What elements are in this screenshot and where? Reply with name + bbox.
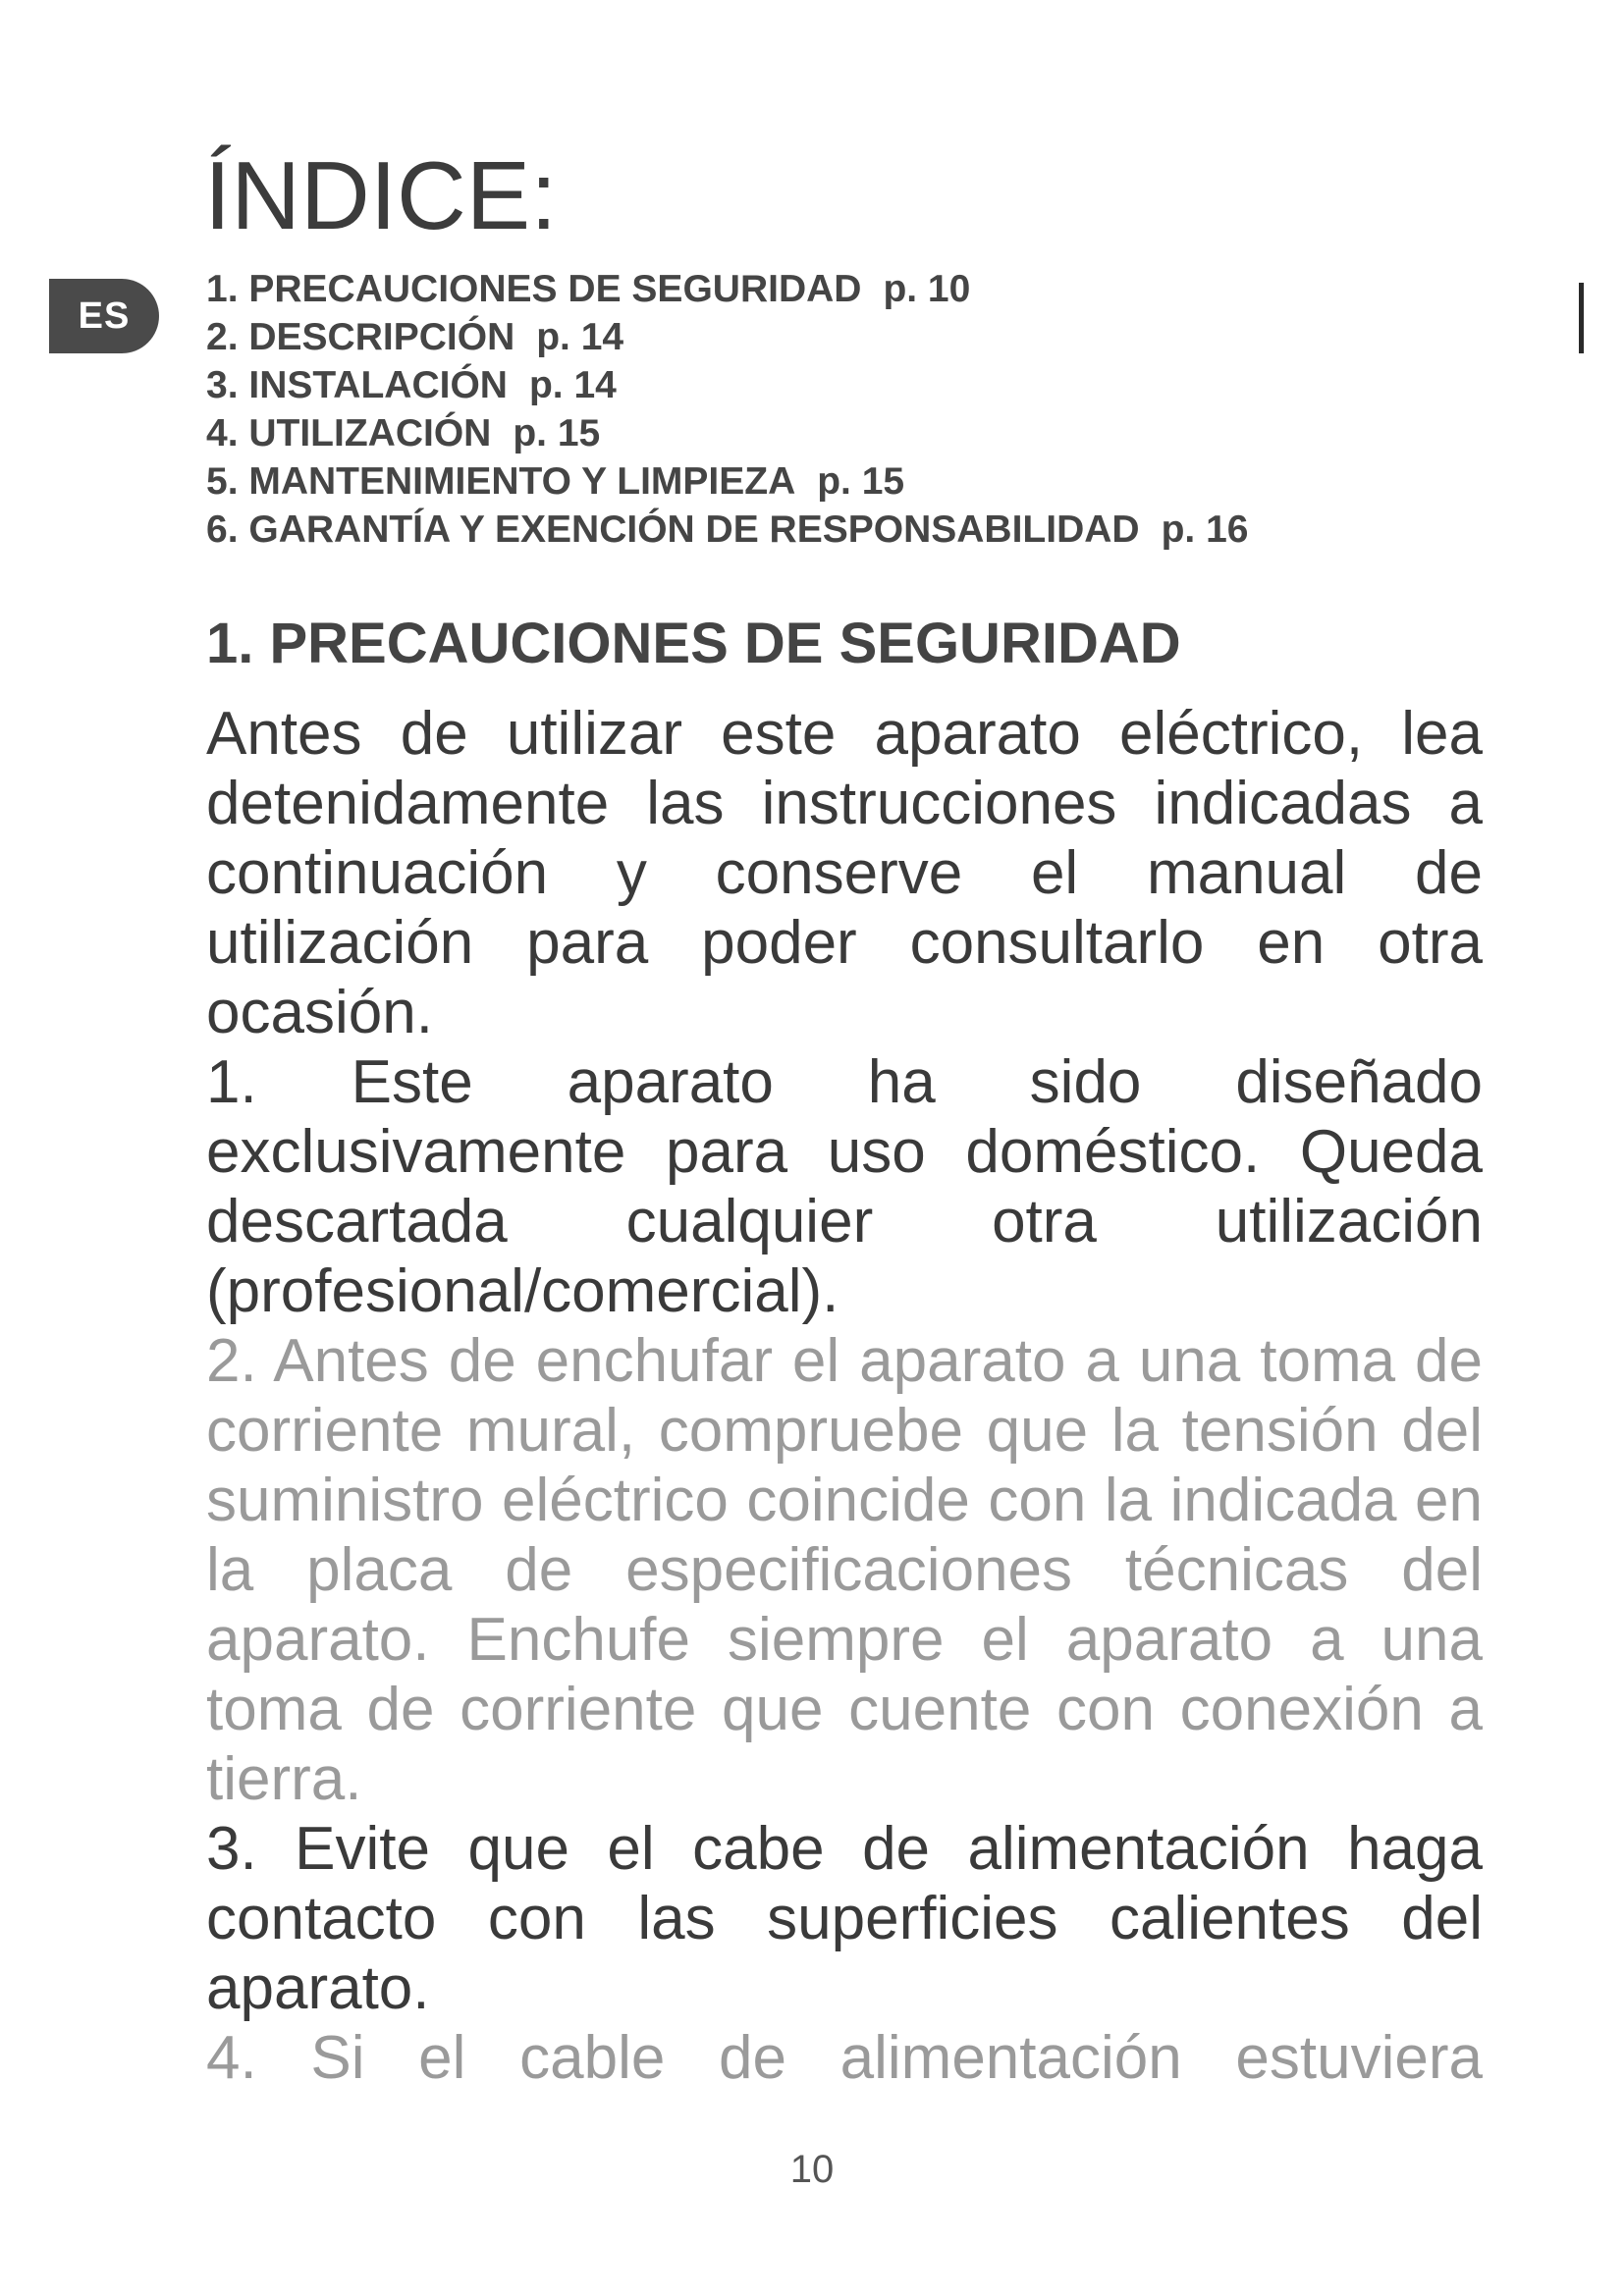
toc-item (206, 457, 1248, 506)
safety-item: 3. Evite que el cabe de alimentación haga contacto con las superficies calientes del aparato. (206, 1815, 1483, 2022)
safety-item: 2. Antes de enchufar el aparato a una toma de corriente mural, compruebe que la tensión del suministro eléctrico coincide con la indicada en la placa de especificaciones técnicas del aparato. Enchufe siempre el aparato a una toma de corriente que cuente con conexión a tierra. (206, 1327, 1483, 1813)
toc-item-page: p. 16 (1161, 508, 1249, 551)
toc-item-label: 3. INSTALACIÓN (206, 364, 508, 406)
toc-item-page: p. 15 (817, 460, 905, 503)
safety-item: 4. Si el cable de alimentación estuviera (206, 2024, 1483, 2092)
index-title: ÍNDICE: (204, 141, 558, 249)
page-number: 10 (789, 2148, 835, 2191)
toc-item-label: 4. UTILIZACIÓN (206, 412, 492, 454)
toc-item-page: p. 15 (513, 412, 601, 454)
section-title: 1. PRECAUCIONES DE SEGURIDAD (206, 612, 1181, 675)
toc-item-page: p. 14 (536, 316, 624, 358)
toc-item (206, 361, 1248, 409)
toc-item-page: p. 14 (528, 364, 617, 406)
toc-item-label: 5. MANTENIMIENTO Y LIMPIEZA (206, 460, 796, 503)
toc-item (206, 506, 1248, 554)
safety-item: 1. Este aparato ha sido diseñado exclusivamente para uso doméstico. Queda descartada cualquier otra utilización (profesional/comercial). (206, 1048, 1483, 1325)
toc-item (206, 409, 1248, 457)
toc-item (206, 313, 1248, 361)
toc-item-label: 1. PRECAUCIONES DE SEGURIDAD (206, 268, 862, 310)
toc-item-label: 6. GARANTÍA Y EXENCIÓN DE RESPONSABILIDAD (206, 508, 1140, 551)
language-tab: ES (49, 279, 159, 353)
toc-item-page: p. 10 (883, 268, 971, 310)
table-of-contents (206, 265, 1248, 554)
intro-paragraph: Antes de utilizar este aparato eléctrico, lea detenidamente las instrucciones indicadas a continuación y conserve el manual de utilización para poder consultarlo en otra ocasión. (206, 700, 1483, 1046)
toc-item-label: 2. DESCRIPCIÓN (206, 316, 515, 358)
section-body (206, 699, 1483, 2093)
page-edge-mark (1579, 283, 1584, 353)
toc-item (206, 265, 1248, 313)
